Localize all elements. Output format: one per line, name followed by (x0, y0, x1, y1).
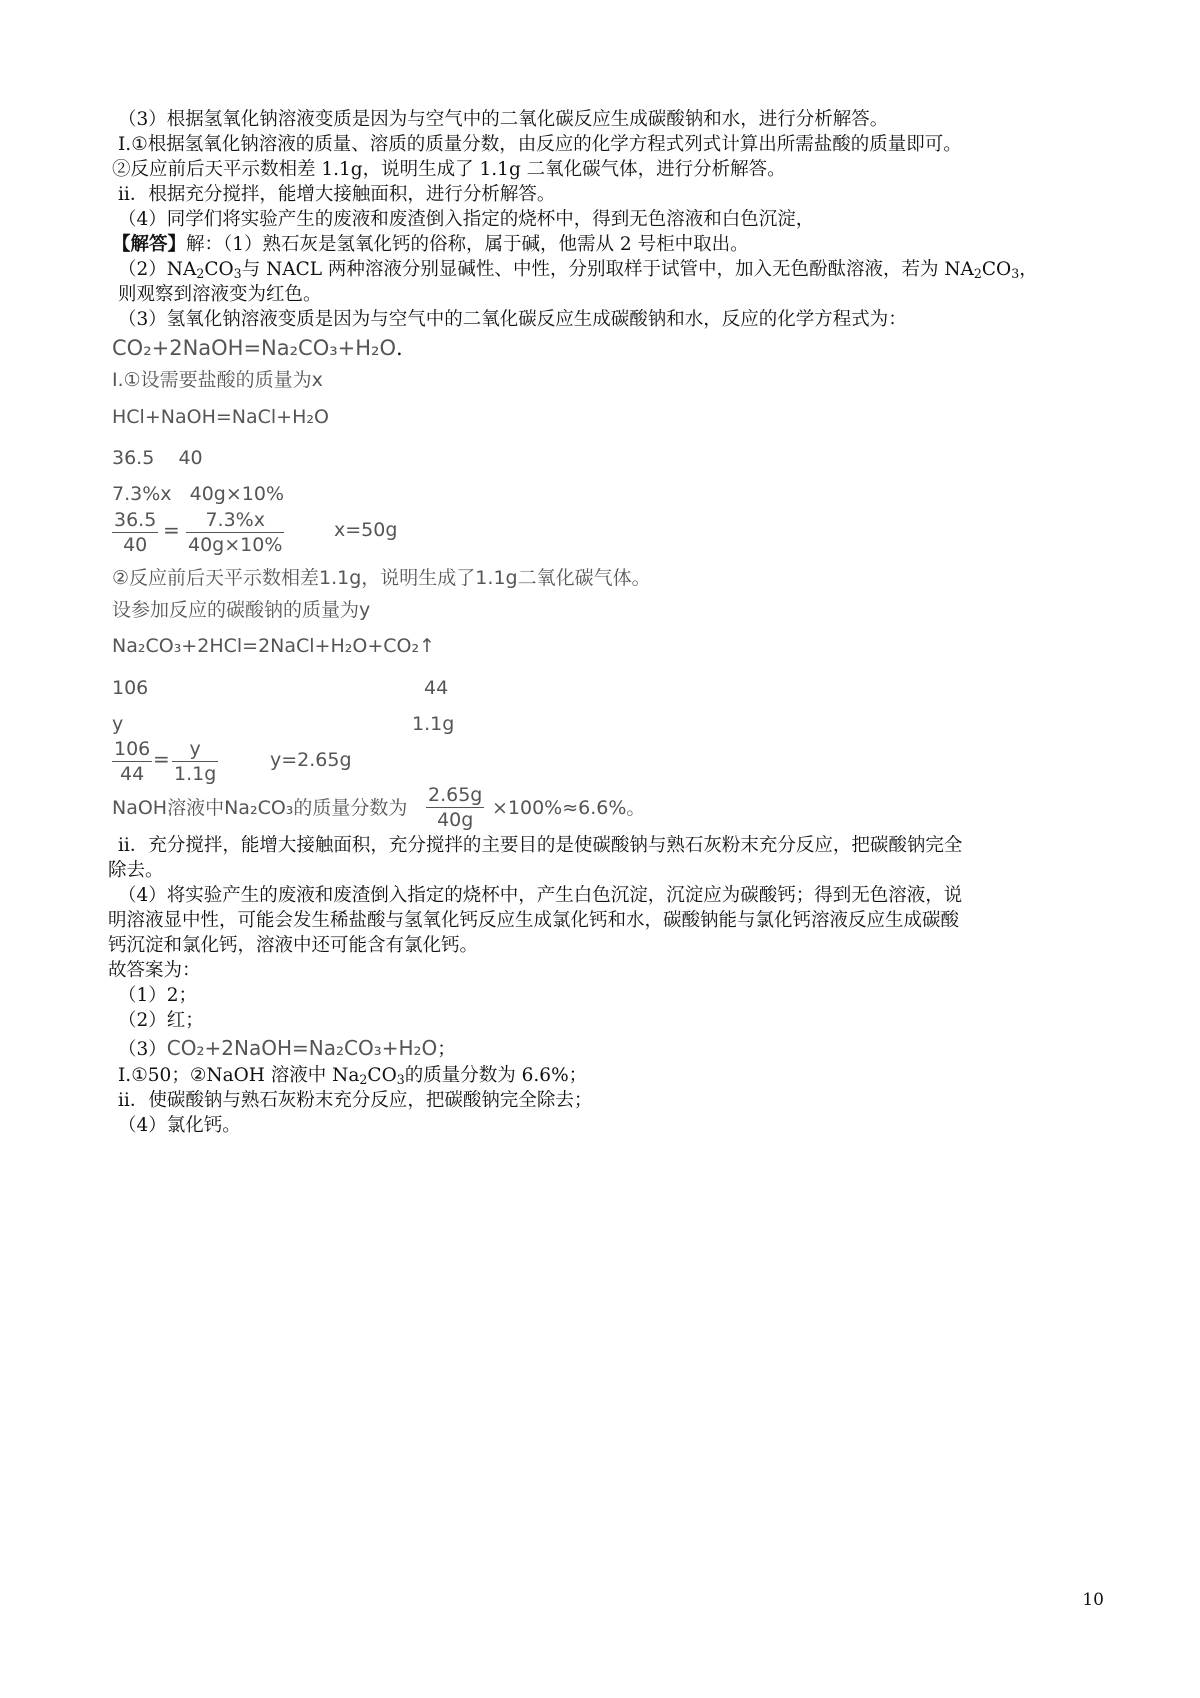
calc-line: 106 (112, 677, 149, 699)
fraction-denominator: 40g (437, 809, 474, 831)
fraction (112, 508, 158, 557)
text-line (118, 1064, 587, 1092)
fraction (426, 783, 484, 832)
text-line: （2）红； (118, 1010, 204, 1031)
text-line: （4）同学们将实验产生的废液和废渣倒入指定的烧杯中，得到无色溶液和白色沉淀， (118, 209, 815, 230)
text-span: ， (1019, 259, 1038, 280)
fraction-numerator: 36.5 (114, 509, 157, 531)
text-line: （1）2； (118, 985, 198, 1006)
text-line: （3）氢氧化钠溶液变质是因为与空气中的二氧化碳反应生成碳酸钠和水，反应的化学方程式为： (118, 309, 907, 330)
calc-line: Na₂CO₃+2HCl=2NaCl+H₂O+CO₂↑ (112, 635, 436, 657)
text-line: ⅱ．根据充分搅拌，能增大接触面积，进行分析解答。 (118, 184, 556, 205)
text-span: CO (367, 1065, 397, 1086)
subscript: 3 (233, 266, 242, 282)
fraction-numerator: 2.65g (428, 784, 483, 806)
text-span: 解：（1）熟石灰是氢氧化钙的俗称，属于碱，他需从 2 号柜中取出。 (186, 234, 749, 255)
chemical-equation (112, 336, 403, 360)
text-line: （3）根据氢氧化钠溶液变质是因为与空气中的二氧化碳反应生成碳酸钠和水，进行分析解答。 (118, 109, 889, 130)
text-line (118, 1036, 456, 1062)
text-line: Ⅰ.①根据氢氧化钠溶液的质量、溶质的质量分数，由反应的化学方程式列式计算出所需盐酸的质量即可。 (118, 134, 962, 155)
text-line: （4）将实验产生的废液和废渣倒入指定的烧杯中，产生白色沉淀，沉淀应为碳酸钙；得到无色溶液，说 (118, 885, 963, 906)
equals-sign: = (153, 747, 170, 771)
subscript: 2 (196, 266, 205, 282)
text-line: ⅱ．充分搅拌，能增大接触面积，充分搅拌的主要目的是使碳酸钠与熟石灰粉末充分反应，把碳酸钠完全 (118, 835, 963, 856)
text-line (118, 258, 1038, 286)
equals-sign: = (163, 518, 180, 542)
text-span: 与 NACL 两种溶液分别显碱性、中性，分别取样于试管中，加入无色酚酞溶液，若为 NA (241, 259, 974, 280)
text-span: CO (204, 259, 234, 280)
text-span: 的质量分数为 6.6%； (404, 1065, 588, 1086)
fraction (112, 737, 152, 786)
answer-tag: 【解答】 (112, 234, 187, 255)
calc-result: y=2.65g (270, 749, 352, 771)
fraction-denominator: 40g×10% (188, 534, 283, 556)
subscript: 2 (973, 266, 982, 282)
text-line: （4）氯化钙。 (118, 1115, 241, 1136)
text-line: 则观察到溶液变为红色。 (118, 284, 322, 305)
fraction-numerator: y (172, 737, 218, 762)
subscript: 3 (1011, 266, 1020, 282)
calc-line: 设参加反应的碳酸钠的质量为y (112, 599, 371, 621)
calc-line: ×100%≈6.6%。 (492, 797, 646, 819)
equation-text: CO₂+2NaOH=Na₂CO₃+H₂O (112, 336, 397, 360)
text-span: （3） (118, 1039, 167, 1060)
text-line: ⅱ．使碳酸钠与熟石灰粉末充分反应，把碳酸钠完全除去； (118, 1090, 593, 1111)
calc-line: Ⅰ.①设需要盐酸的质量为x (112, 369, 323, 391)
fraction-denominator: 44 (120, 763, 145, 785)
text-span: （2）NA (118, 259, 197, 280)
fraction (186, 508, 284, 557)
text-line: 明溶液显中性，可能会发生稀盐酸与氢氧化钙反应生成氯化钙和水，碳酸钠能与氯化钙溶液反应生成碳酸 (108, 910, 960, 931)
text-line: ②反应前后天平示数相差 1.1g，说明生成了 1.1g 二氧化碳气体，进行分析解答。 (112, 159, 786, 180)
text-line: 钙沉淀和氯化钙，溶液中还可能含有氯化钙。 (108, 935, 479, 956)
subscript: 2 (359, 1072, 368, 1088)
text-line: 故答案为： (108, 960, 201, 981)
text-line: 除去。 (108, 860, 164, 881)
text-line (112, 233, 749, 257)
page-number: 10 (1082, 1590, 1104, 1610)
fraction (172, 737, 218, 786)
fraction-denominator: 1.1g (174, 763, 217, 785)
fraction-numerator: 7.3%x (186, 508, 284, 533)
calc-line: y (112, 713, 124, 735)
calc-line: NaOH溶液中Na₂CO₃的质量分数为 (112, 797, 408, 819)
calc-line: HCl+NaOH=NaCl+H₂O (112, 406, 329, 428)
text-span: Ⅰ.①50；②NaOH 溶液中 Na (118, 1065, 360, 1086)
chemical-equation: CO₂+2NaOH=Na₂CO₃+H₂O (166, 1036, 438, 1060)
calc-result: x=50g (334, 519, 398, 541)
calc-line: 44 (424, 677, 449, 699)
subscript: 3 (396, 1072, 405, 1088)
fraction-denominator: 40 (123, 534, 148, 556)
text-span: ； (437, 1039, 456, 1060)
text-span: CO (981, 259, 1012, 280)
fraction-numerator: 106 (114, 738, 151, 760)
calc-line: 36.5 40 (112, 447, 203, 469)
text-span: . (396, 336, 403, 360)
calc-line: ②反应前后天平示数相差1.1g，说明生成了1.1g二氧化碳气体。 (112, 567, 651, 589)
calc-line: 7.3%x 40g×10% (112, 483, 285, 505)
calc-line: 1.1g (412, 713, 455, 735)
